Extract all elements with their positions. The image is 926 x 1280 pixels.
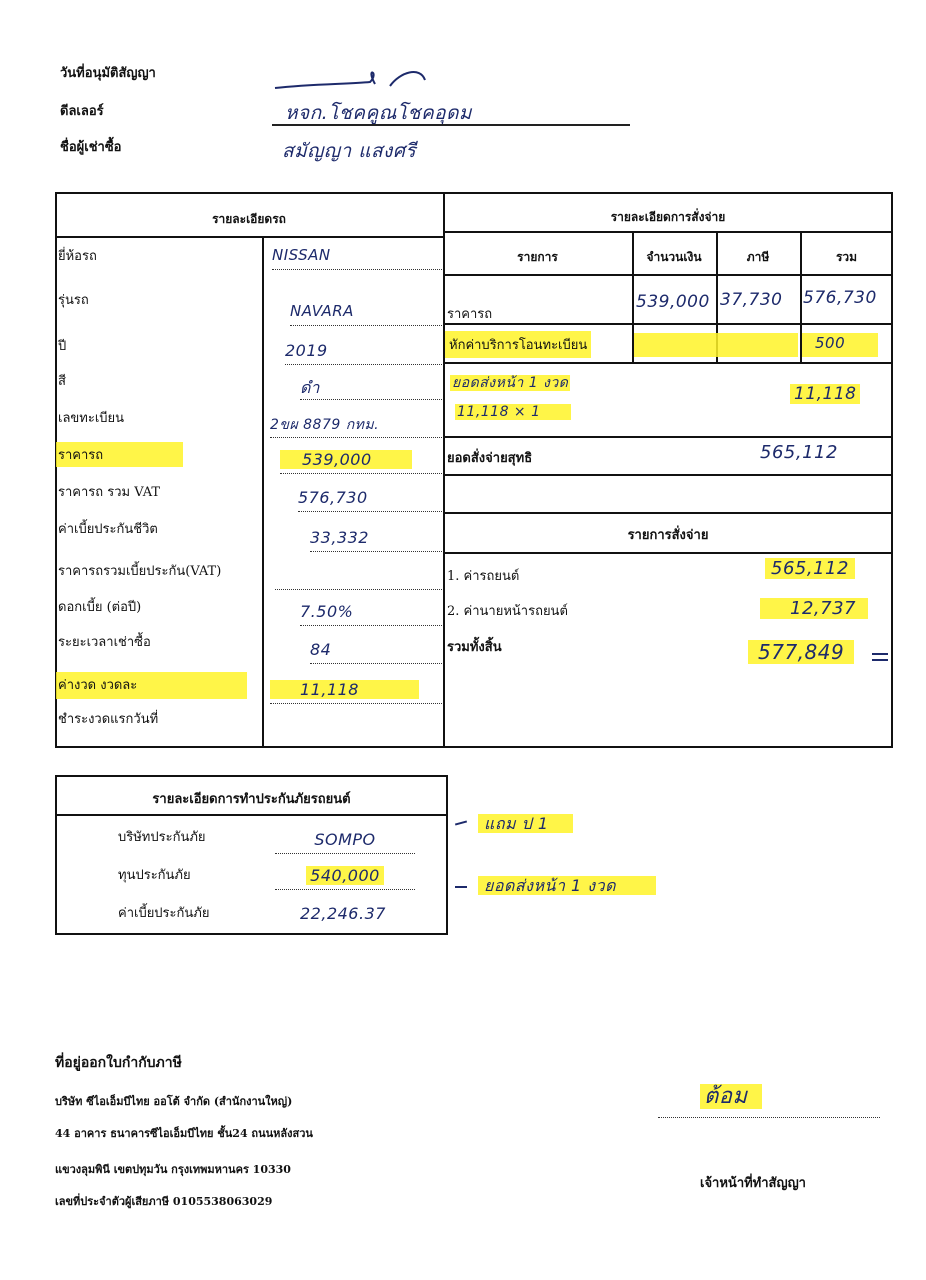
- note-advance: ยอดส่งหน้า 1 งวด: [478, 876, 656, 895]
- car-plate-value: 2ขผ 8879 กทม.: [270, 414, 442, 438]
- insurance-title: รายละเอียดการทำประกันภัยรถยนต์: [152, 792, 351, 807]
- car-color-label: สี: [58, 374, 66, 389]
- signature-scribble: [270, 62, 470, 94]
- price-row-label: ราคารถ: [447, 307, 493, 322]
- signature-line: [658, 1104, 880, 1118]
- first-payment-label: ชำระงวดแรกวันที่: [58, 712, 159, 727]
- installment-label: ค่างวด งวดละ: [56, 672, 247, 699]
- installment-highlight: [56, 672, 262, 698]
- car-model-label: รุ่นรถ: [58, 293, 89, 308]
- interest-value: 7.50%: [300, 602, 442, 626]
- tax-address-line2: 44 อาคาร ธนาคารซีไอเอ็มบีไทย ชั้น24 ถนนหลังสวน: [55, 1127, 313, 1140]
- price-row-tax: 37,730: [720, 290, 783, 310]
- approval-date-label: วันที่อนุมัติสัญญา: [60, 66, 156, 81]
- order2-value: 12,737: [760, 598, 868, 619]
- dealer-underline: [272, 124, 630, 126]
- sum-insured-value: 540,000: [306, 866, 384, 885]
- lessee-value: สมัญญา แสงศรี: [282, 140, 417, 162]
- car-plate-label: เลขทะเบียน: [58, 411, 125, 426]
- col-tax-header: ภาษี: [746, 250, 770, 264]
- order2-label: 2. ค่านายหน้ารถยนต์: [447, 604, 568, 619]
- car-price-vat-value: 576,730: [298, 488, 442, 512]
- order1-label: 1. ค่ารถยนต์: [447, 569, 520, 584]
- car-year-label: ปี: [58, 339, 67, 354]
- tax-address-line1: บริษัท ซีไอเอ็มบีไทย ออโต้ จำกัด (สำนักงานใหญ่): [55, 1095, 293, 1108]
- price-incl-insurance-value: [275, 566, 442, 590]
- lessee-label: ชื่อผู้เช่าซื้อ: [60, 140, 122, 155]
- payment-section-title: รายละเอียดการสั่งจ่าย: [610, 210, 726, 224]
- advance-value: 11,118: [790, 384, 860, 404]
- car-brand-value: NISSAN: [272, 246, 442, 270]
- insurer-label: บริษัทประกันภัย: [118, 830, 206, 845]
- car-color-value: ดำ: [300, 376, 442, 400]
- service-fee-amount-highlight: [634, 333, 798, 357]
- order1-value-wrap: [765, 558, 855, 579]
- installment-value: 11,118: [270, 680, 419, 699]
- service-fee-total: 500: [815, 334, 846, 352]
- interest-label: ดอกเบี้ย (ต่อปี): [58, 600, 142, 615]
- car-section-title: รายละเอียดรถ: [212, 212, 286, 226]
- order1-value: 565,112: [765, 558, 855, 579]
- insurer-value: SOMPO: [275, 830, 415, 854]
- note-free: แถม ป 1: [478, 814, 573, 833]
- premium-label: ค่าเบี้ยประกันภัย: [118, 906, 210, 921]
- orders-title: รายการสั่งจ่าย: [627, 528, 709, 543]
- grand-total-value: 577,849: [748, 640, 854, 664]
- advance-value-wrap: [790, 384, 860, 404]
- advance-note-line2: 11,118 × 1: [455, 404, 571, 420]
- price-incl-insurance-label: ราคารถรวมเบี้ยประกัน(VAT): [58, 564, 222, 579]
- service-fee-label: หักค่าบริการโอนทะเบียน: [445, 331, 591, 358]
- life-insurance-value: 33,332: [310, 528, 442, 552]
- tax-address-line3: แขวงลุมพินี เขตปทุมวัน กรุงเทพมหานคร 10330: [55, 1163, 291, 1176]
- net-value: 565,112: [760, 442, 838, 463]
- car-price-label: ราคารถ: [56, 442, 183, 467]
- sum-insured-wrap: [275, 866, 415, 890]
- price-row-total: 576,730: [803, 288, 877, 308]
- sum-insured-label: ทุนประกันภัย: [118, 868, 191, 883]
- officer-label: เจ้าหน้าที่ทำสัญญา: [700, 1176, 806, 1191]
- grand-total-label: รวมทั้งสิ้น: [447, 640, 502, 655]
- dealer-value: หจก.โชคคูณโชคอุดม: [285, 102, 472, 124]
- dealer-label: ดีลเลอร์: [60, 104, 104, 119]
- tax-id-line: เลขที่ประจำตัวผู้เสียภาษี 0105538063029: [55, 1195, 273, 1208]
- col-total-header: รวม: [835, 250, 858, 264]
- net-label: ยอดสั่งจ่ายสุทธิ: [447, 451, 533, 466]
- tax-address-title: ที่อยู่ออกใบกำกับภาษี: [55, 1055, 182, 1071]
- term-label: ระยะเวลาเช่าซื้อ: [58, 635, 151, 650]
- advance-note-line2-wrap: [455, 404, 571, 420]
- premium-value: 22,246.37: [300, 904, 386, 923]
- car-price-value: 539,000: [280, 450, 412, 469]
- col-amount-header: จำนวนเงิน: [646, 250, 702, 264]
- car-brand-label: ยี่ห้อรถ: [58, 249, 97, 264]
- term-value: 84: [310, 640, 442, 664]
- advance-note-line1: ยอดส่งหน้า 1 งวด: [452, 375, 569, 391]
- advance-note-line1-wrap: [450, 372, 570, 394]
- car-price-highlight: [56, 442, 262, 466]
- car-year-value: 2019: [285, 341, 442, 365]
- life-insurance-label: ค่าเบี้ยประกันชีวิต: [58, 522, 158, 537]
- note-advance-wrap: [478, 874, 656, 899]
- grand-total-value-wrap: [748, 640, 854, 664]
- col-item-header: รายการ: [517, 250, 558, 264]
- car-price-vat-label: ราคารถ รวม VAT: [58, 485, 161, 500]
- note-free-wrap: [478, 812, 573, 837]
- officer-signature: ต้อม: [700, 1084, 762, 1109]
- car-model-value: NAVARA: [290, 302, 442, 326]
- car-price-value-wrap: [280, 450, 442, 474]
- order2-value-wrap: [760, 598, 868, 619]
- price-row-amount: 539,000: [636, 292, 710, 312]
- installment-value-wrap: [270, 680, 442, 704]
